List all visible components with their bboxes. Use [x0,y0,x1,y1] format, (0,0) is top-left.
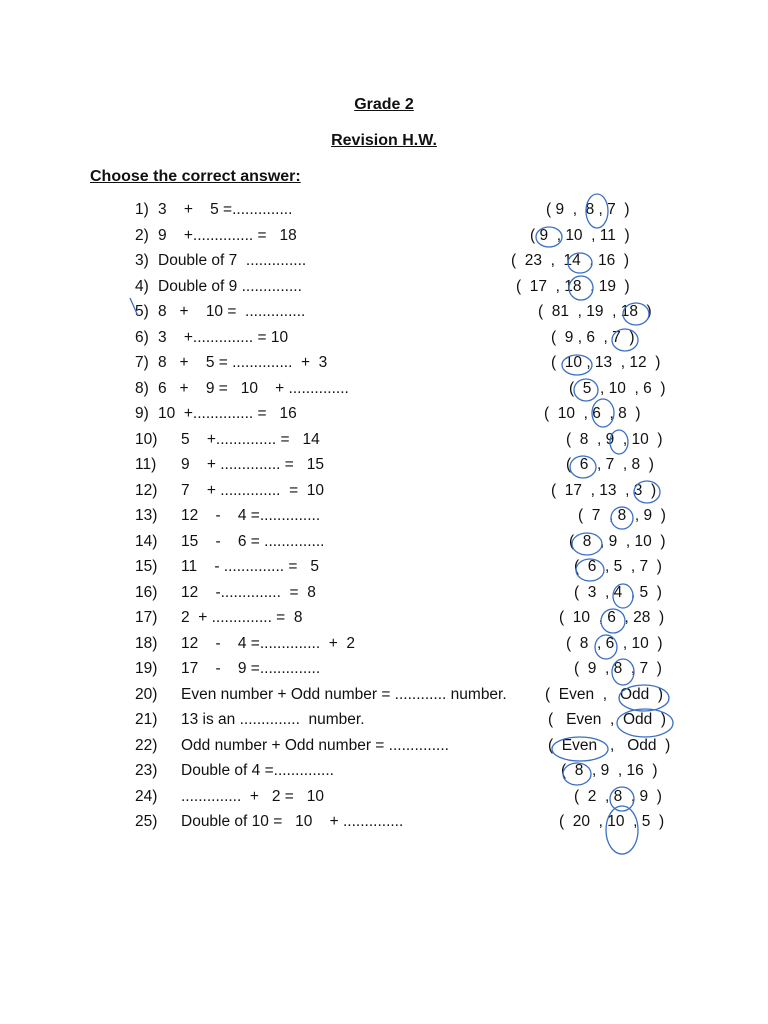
question-number: 16) [135,583,158,601]
answer-options: ( 81 , 19 , 18 ) [538,303,652,320]
worksheet-subtitle: Revision H.W. [331,132,437,149]
question-text: Double of 4 =.............. [181,762,334,779]
answer-options: ( 10 , 13 , 12 ) [551,354,661,371]
question-text: 9 + .............. = 15 [181,456,325,473]
question-text: 13 is an .............. number. [181,711,365,728]
question-text: 2 + .............. = 8 [181,609,303,626]
question-text: 6 + 9 = 10 + .............. [158,379,349,397]
question-text: 5 +.............. = 14 [181,430,320,448]
instruction-heading: Choose the correct answer: [90,168,301,185]
question-number: 22) [135,736,158,754]
question-number: 14) [135,532,158,550]
question-number: 7) [135,354,149,371]
question-row [0,431,768,456]
answer-options: ( 10 , 6 , 8 ) [544,405,641,422]
question-text: 9 +.............. = 18 [158,226,297,244]
answer-options: ( 9 , 8 , 7 ) [546,201,630,218]
question-row [0,405,768,430]
answer-options: ( 8 , 9 , 10 ) [569,532,666,550]
question-row [0,482,768,507]
question-row [0,252,768,277]
answer-options: ( 7 , 8 , 9 ) [578,507,666,524]
question-number: 18) [135,634,158,652]
answer-options: ( 23 , 14 , 16 ) [511,252,630,269]
question-number: 8) [135,379,149,397]
question-row [0,380,768,405]
answer-options: ( 17 , 18 , 19 ) [516,277,630,295]
question-number: 24) [135,787,158,805]
question-text: Double of 9 .............. [158,277,302,295]
question-row [0,813,768,838]
question-number: 21) [135,711,158,728]
question-row [0,584,768,609]
question-row [0,227,768,252]
answer-options: ( Even , Odd ) [548,711,667,728]
question-row [0,660,768,685]
answer-options: ( 6 , 7 , 8 ) [566,456,654,473]
answer-options: ( Even , Odd ) [548,736,671,754]
answer-options: ( 6 , 5 , 7 ) [574,558,662,575]
answer-options: ( 2 , 8 , 9 ) [574,787,662,805]
question-text: 3 +.............. = 10 [158,328,289,346]
question-number: 4) [135,277,149,295]
question-text: 15 - 6 = .............. [181,532,325,550]
question-text: .............. + 2 = 10 [181,787,325,805]
question-text: 12 - 4 =.............. + 2 [181,634,356,652]
question-row [0,635,768,660]
question-row [0,558,768,583]
question-text: 7 + .............. = 10 [181,481,325,499]
question-number: 1) [135,201,149,218]
question-row [0,711,768,736]
question-text: Odd number + Odd number = .............. [181,736,449,754]
question-number: 5) [135,303,149,320]
answer-options: ( 9 , 8 , 7 ) [574,660,662,677]
question-number: 12) [135,481,158,499]
question-row [0,788,768,813]
question-number: 20) [135,685,158,703]
answer-options: ( 8 , 9 , 16 ) [561,762,658,779]
question-text: 11 - .............. = 5 [181,558,319,575]
question-row [0,456,768,481]
answer-options: ( 17 , 13 , 3 ) [551,481,657,499]
question-number: 3) [135,252,149,269]
question-number: 13) [135,507,158,524]
question-row [0,354,768,379]
question-text: 8 + 10 = .............. [158,303,306,320]
question-number: 15) [135,558,158,575]
question-row [0,762,768,787]
question-number: 25) [135,813,158,830]
question-number: 10) [135,430,158,448]
answer-options: ( 8 , 6 , 10 ) [566,634,663,652]
question-number: 23) [135,762,158,779]
question-number: 19) [135,660,158,677]
question-row [0,329,768,354]
question-row [0,737,768,762]
question-text: 3 + 5 =.............. [158,201,293,218]
answer-options: ( 9 , 6 , 7 ) [551,328,635,346]
question-number: 17) [135,609,158,626]
question-number: 11) [135,456,157,473]
question-text: 17 - 9 =.............. [181,660,321,677]
answer-options: ( 9 , 10 , 11 ) [530,226,630,244]
question-text: 10 +.............. = 16 [158,405,297,422]
question-text: 8 + 5 = .............. + 3 [158,354,328,371]
answer-options: ( Even , Odd ) [545,685,664,703]
answer-options: ( 3 , 4 , 5 ) [574,583,662,601]
answer-options: ( 10 , 6 , 28 ) [559,609,665,626]
answer-options: ( 8 , 9 , 10 ) [566,430,663,448]
question-row [0,303,768,328]
question-row [0,278,768,303]
question-number: 9) [135,405,149,422]
answer-options: ( 5 , 10 , 6 ) [569,379,666,397]
question-row [0,507,768,532]
question-row [0,686,768,711]
question-text: Even number + Odd number = ............ number. [181,685,507,703]
question-number: 2) [135,226,149,244]
answer-options: ( 20 , 10 , 5 ) [559,813,665,830]
question-row [0,533,768,558]
question-row [0,609,768,634]
question-text: 12 - 4 =.............. [181,507,321,524]
grade-title: Grade 2 [354,96,414,113]
question-text: Double of 7 .............. [158,252,307,269]
question-text: Double of 10 = 10 + .............. [181,813,404,830]
question-number: 6) [135,328,149,346]
question-row [0,201,768,226]
question-text: 12 -.............. = 8 [181,583,316,601]
